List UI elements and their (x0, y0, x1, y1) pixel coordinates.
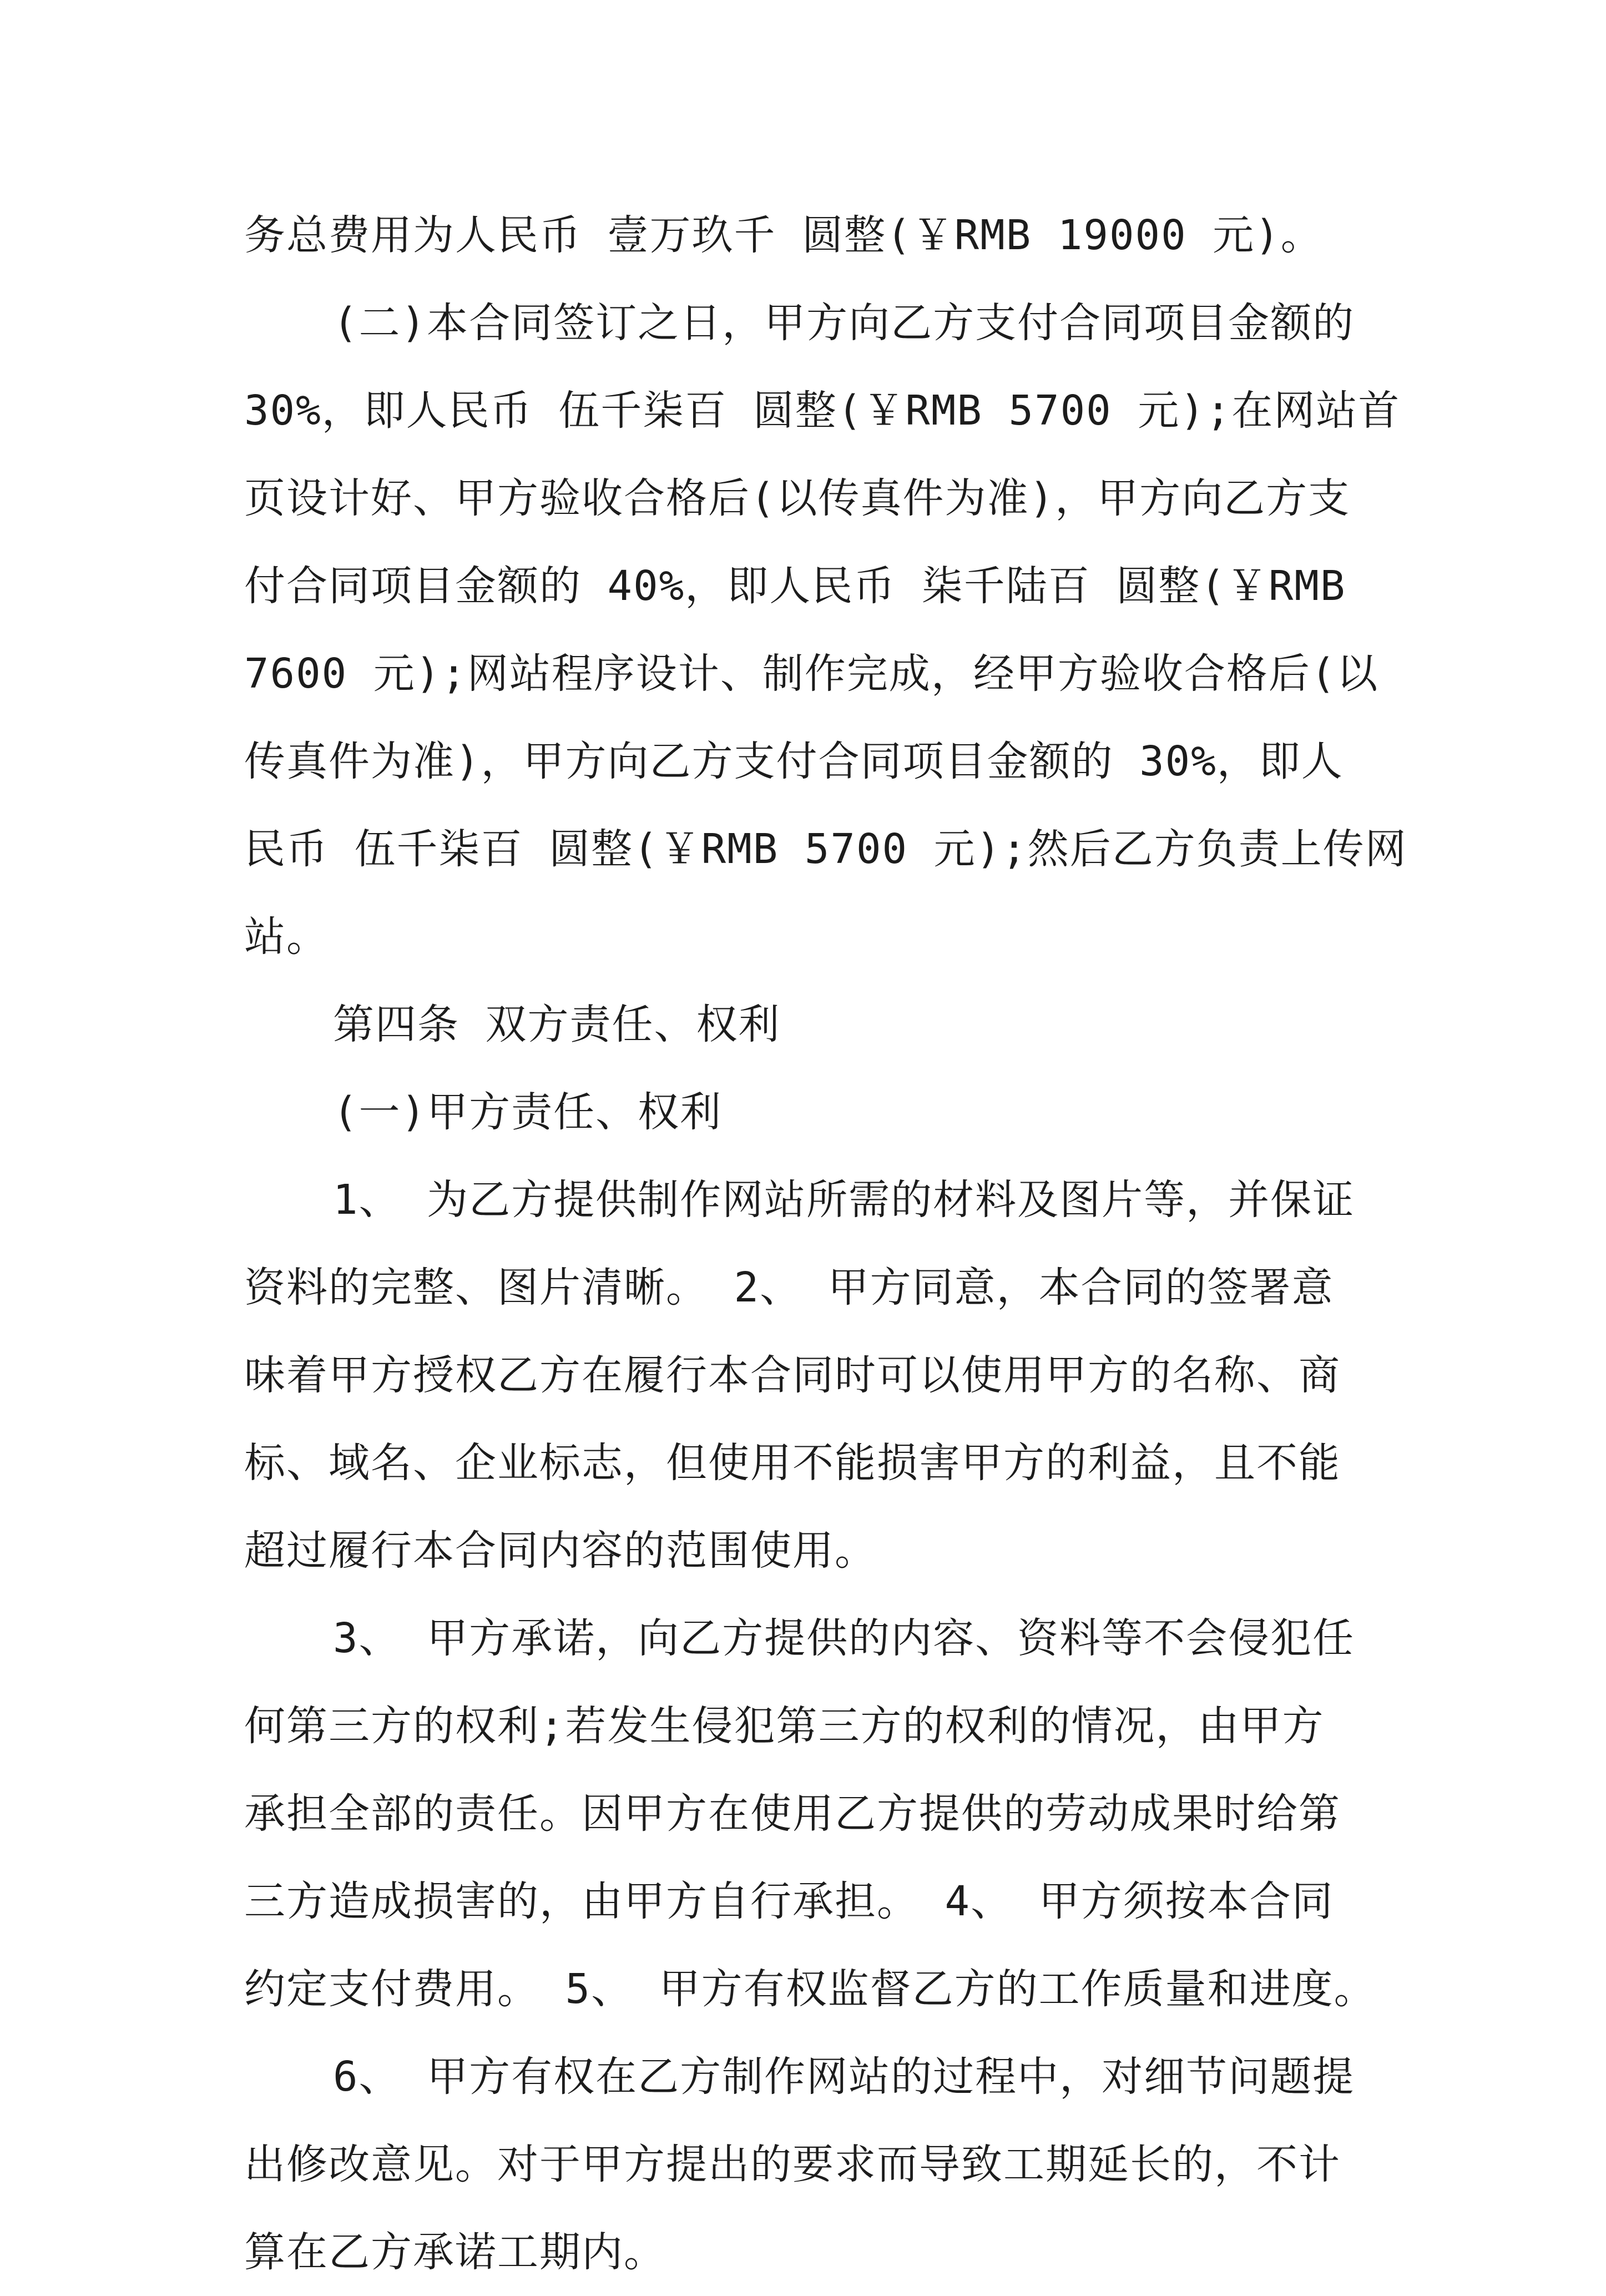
text-line: 7600 元);网站程序设计、制作完成，经甲方验收合格后(以 (244, 650, 1379, 698)
text-line: 味着甲方授权乙方在履行本合同时可以使用甲方的名称、商 (244, 1351, 1341, 1399)
text-line: 出修改意见。对于甲方提出的要求而导致工期延长的，不计 (244, 2141, 1341, 2188)
text-line: 资料的完整、图片清晰。 2、 甲方同意，本合同的签署意 (244, 1264, 1334, 1311)
text-line: 付合同项目金额的 40%，即人民币 柒千陆百 圆整(￥RMB (244, 562, 1346, 610)
text-line: 第四条 双方责任、权利 (333, 1001, 781, 1048)
text-line: 30%，即人民币 伍千柒百 圆整(￥RMB 5700 元);在网站首 (244, 387, 1401, 435)
text-line: 页设计好、甲方验收合格后(以传真件为准)，甲方向乙方支 (244, 475, 1351, 522)
text-line: 承担全部的责任。因甲方在使用乙方提供的劳动成果时给第 (244, 1790, 1341, 1838)
text-line: 算在乙方承诺工期内。 (244, 2228, 666, 2276)
text-line: (二)本合同签订之日，甲方向乙方支付合同项目金额的 (333, 299, 1355, 347)
text-line: (一)甲方责任、权利 (333, 1088, 723, 1136)
text-line: 站。 (244, 913, 329, 961)
text-line: 标、域名、企业标志，但使用不能损害甲方的利益，且不能 (244, 1439, 1341, 1487)
text-line: 民币 伍千柒百 圆整(￥RMB 5700 元);然后乙方负责上传网 (244, 825, 1407, 873)
text-line: 传真件为准)，甲方向乙方支付合同项目金额的 30%，即人 (244, 738, 1344, 785)
text-line: 1、 为乙方提供制作网站所需的材料及图片等，并保证 (333, 1176, 1355, 1224)
text-line: 三方造成损害的，由甲方自行承担。 4、 甲方须按本合同 (244, 1878, 1334, 1925)
contract-body-text (244, 191, 1407, 2296)
text-line: 约定支付费用。 5、 甲方有权监督乙方的工作质量和进度。 (244, 1965, 1376, 2013)
text-line: 务总费用为人民币 壹万玖千 圆整(￥RMB 19000 元)。 (244, 211, 1323, 259)
text-line: 何第三方的权利;若发生侵犯第三方的权利的情况，由甲方 (244, 1702, 1325, 1750)
text-line: 超过履行本合同内容的范围使用。 (244, 1527, 877, 1575)
text-line: 3、 甲方承诺，向乙方提供的内容、资料等不会侵犯任 (333, 1614, 1355, 1662)
text-line: 6、 甲方有权在乙方制作网站的过程中，对细节问题提 (333, 2053, 1355, 2101)
